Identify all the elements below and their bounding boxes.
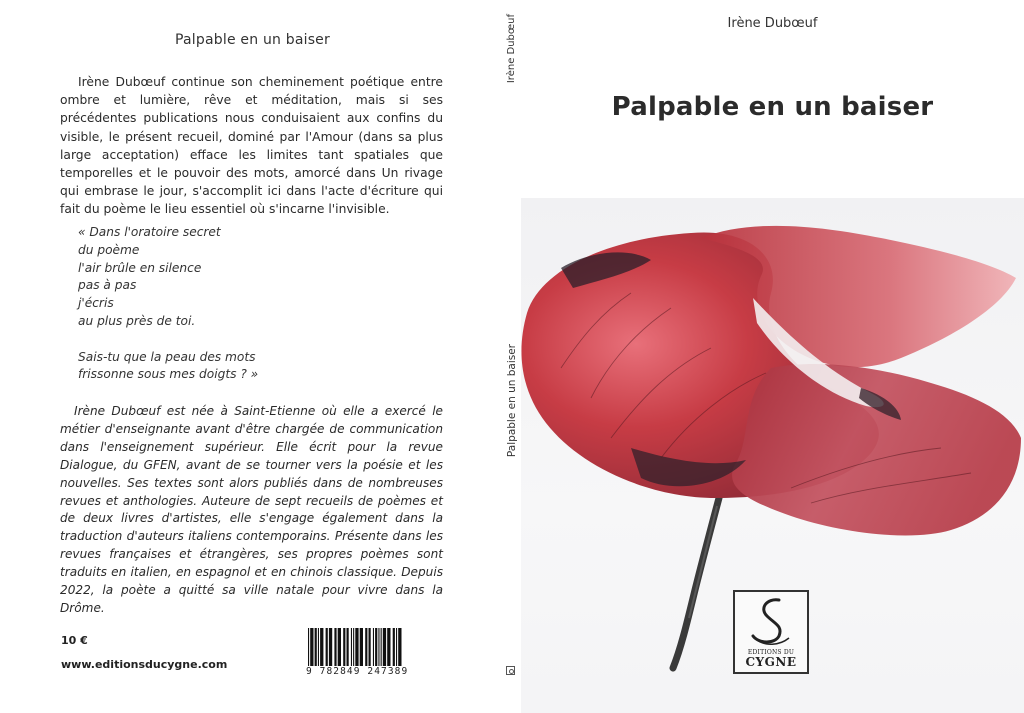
swan-icon: [749, 596, 795, 648]
barcode-bar: [387, 628, 390, 666]
publisher-name: CYGNE: [745, 655, 797, 669]
barcode-bar: [315, 628, 317, 666]
barcode-bar: [373, 628, 374, 666]
barcode-bar: [393, 628, 395, 666]
barcode-bar: [351, 628, 352, 666]
barcode-bar: [343, 628, 345, 666]
intro-text: [60, 73, 443, 219]
author-bio: [60, 403, 443, 618]
poem-excerpt: [78, 224, 408, 384]
spine-logo-icon: [506, 666, 515, 675]
barcode-bar: [375, 628, 377, 666]
poem-line: j'écris: [78, 296, 114, 311]
barcode-bar: [398, 628, 401, 666]
poppy-petal-lower: [732, 364, 1021, 536]
publisher-label: EDITIONS DU: [747, 649, 795, 656]
barcode-bar: [360, 628, 363, 666]
barcode-bar: [396, 628, 397, 666]
poem-line: frissonne sous mes doigts ? »: [78, 367, 259, 382]
isbn-digits: 9 782849 247389: [306, 666, 442, 677]
barcode-bar: [347, 628, 349, 666]
price: 10 €: [61, 634, 88, 647]
publisher-logo: [733, 590, 809, 674]
barcode-bar: [383, 628, 386, 666]
barcode-bar: [378, 628, 379, 666]
poem-line: au plus près de toi.: [78, 313, 196, 328]
barcode-bar: [329, 628, 332, 666]
barcode-bar: [320, 628, 323, 666]
barcode-bar: [334, 628, 336, 666]
barcode-bar: [310, 628, 313, 666]
poem-line: l'air brûle en silence: [78, 260, 202, 275]
poem-line: pas à pas: [78, 278, 137, 293]
barcode-bar: [353, 628, 354, 666]
intro-paragraph: Irène Dubœuf continue son cheminement poétique entre ombre et lumière, rêve et méditation, mais si ses précédentes publications nous conduisaient aux confins du visible, le présent recueil, dominé par l'Amour (dans sa plus large acceptation) efface les limites tant spatiales que temporelles et le pouvoir des mots, amorcé dans Un rivage qui embrase le jour, s'accomplit ici dans l'acte d'écriture qui fait du poème le lieu essentiel où s'incarne l'invisible.: [60, 75, 443, 217]
barcode-bar: [326, 628, 328, 666]
barcode-bars: [306, 628, 442, 668]
poem-line: du poème: [78, 242, 140, 257]
poem-line: Sais-tu que la peau des mots: [78, 349, 256, 364]
front-title: Palpable en un baiser: [611, 92, 934, 122]
spine-author: Irène Dubœuf: [506, 14, 517, 84]
barcode-bar: [365, 628, 367, 666]
barcode-bar: [318, 628, 319, 666]
barcode-bar: [381, 628, 382, 666]
poem-line: « Dans l'oratoire secret: [78, 225, 221, 239]
poem-line: [78, 331, 408, 349]
barcode-bar: [355, 628, 358, 666]
back-cover-title: Palpable en un baiser: [175, 32, 330, 48]
barcode-bar: [369, 628, 371, 666]
spine-title: Palpable en un baiser: [506, 344, 518, 458]
barcode-bar: [338, 628, 341, 666]
front-author: Irène Dubœuf: [727, 16, 818, 31]
bio-paragraph: Irène Dubœuf est née à Saint-Etienne où elle a exercé le métier d'enseignante avant d'être chargée de communication dans l'enseignement supérieur. Elle écrit pour la revue Dialogue, du GFEN, avant de se tourner vers la poésie et les nouvelles. Ses textes sont alors publiés dans de nombreuses revues et anthologies. Auteure de sept recueils de poèmes et de deux livres d'artistes, elle s'engage également dans la traduction d'auteurs italiens contemporains. Présente dans les revues françaises et étrangères, ses propres poèmes sont traduits en italien, en espagnol et en chinois classique. Depuis 2022, la poète a quitté sa ville natale pour vivre dans la Drôme.: [60, 404, 443, 615]
publisher-website: www.editionsducygne.com: [61, 658, 228, 671]
barcode-bar: [308, 628, 309, 666]
